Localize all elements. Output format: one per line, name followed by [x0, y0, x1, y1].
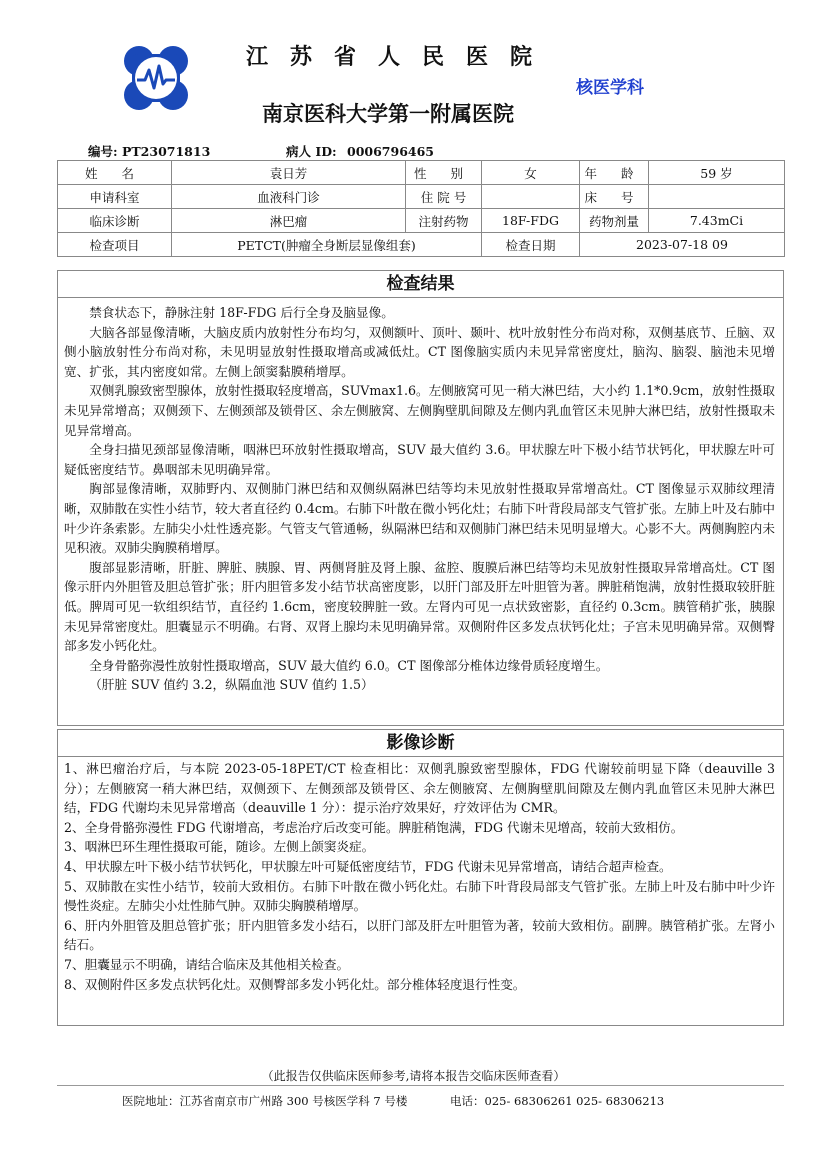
department-name: 核医学科	[576, 78, 644, 98]
report-number-label: 编号:	[88, 144, 118, 159]
diagnosis-text	[58, 757, 783, 1000]
table-row	[58, 161, 785, 185]
dose-value: 7.43mCi	[649, 209, 785, 233]
sex-label: 性 别	[406, 161, 482, 185]
table-row	[58, 209, 785, 233]
diagnosis-item: 2、全身骨骼弥漫性 FDG 代谢增高，考虑治疗后改变可能。脾脏稍饱满，FDG 代谢未见增高，较前大致相仿。	[64, 819, 684, 835]
age-value: 59 岁	[649, 161, 785, 185]
findings-paragraph: 胸部显像清晰，双肺野内、双侧肺门淋巴结和双侧纵隔淋巴结等均未见放射性摄取异常增高灶。CT 图像显示双肺纹理清晰，双肺散在实性小结节，较大者直径约 0.4cm。右肺下叶散在微小钙化灶；右肺下叶背段局部支气管扩张。左肺上叶及右肺中叶少许条索影。左肺尖小灶性透亮影。气管支气管通畅，纵隔淋巴结和双侧肺门淋巴结未见明显增大。心影不大。两侧胸腔内未见积液。双肺尖胸膜稍增厚。	[64, 481, 775, 556]
diagnosis-item: 6、肝内外胆管及胆总管扩张；肝内胆管多发小结石，以肝门部及肝左叶胆管为著，较前大致相仿。副脾。胰管稍扩张。左肾小结石。	[64, 917, 775, 953]
diagnosis-item: 5、双肺散在实性小结节，较前大致相仿。右肺下叶散在微小钙化灶。右肺下叶背段局部支气管扩张。左肺上叶及右肺中叶少许慢性炎症。左肺尖小灶性肺气肿。双肺尖胸膜稍增厚。	[64, 878, 775, 914]
table-row	[58, 233, 785, 257]
findings-paragraph: 腹部显影清晰，肝脏、脾脏、胰腺、胃、两侧肾脏及肾上腺、盆腔、腹膜后淋巴结等均未见放射性摄取异常增高灶。CT 图像示肝内外胆管及胆总管扩张；肝内胆管多发小结节状高密度影，以肝门部及肝左叶胆管为著。脾脏稍饱满，放射性摄取较肝脏低。脾周可见一软组织结节，直径约 1.6cm，密度较脾脏一致。左肾内可见一点状致密影，直径约 0.3cm。胰管稍扩张，胰腺未见异常密度灶。胆囊显示不明确。右肾、双肾上腺均未见明确异常。双侧附件区多发点状钙化灶；子宫未见明确异常。双侧臀部多发小钙化灶。	[64, 559, 775, 654]
sex-value: 女	[482, 161, 580, 185]
findings-paragraph: 禁食状态下，静脉注射 18F-FDG 后行全身及脑显像。	[89, 305, 394, 320]
findings-section	[57, 270, 784, 726]
hospital-name: 江苏省人民医院	[246, 44, 555, 70]
footer-divider	[57, 1085, 784, 1086]
hospital-phone: 电话：025- 68306261 025- 68306213	[450, 1094, 665, 1108]
findings-paragraph: 全身骨骼弥漫性放射性摄取增高，SUV 最大值约 6.0。CT 图像部分椎体边缘骨质轻度增生。	[89, 657, 609, 673]
name-label: 姓 名	[58, 161, 172, 185]
exam-item-label: 检查项目	[58, 233, 172, 257]
clinical-dx-label: 临床诊断	[58, 209, 172, 233]
patient-id	[286, 142, 434, 160]
patient-id-label: 病人 ID:	[286, 144, 337, 159]
patient-info-table	[57, 160, 785, 257]
admission-label: 住 院 号	[406, 185, 482, 209]
exam-date-label: 检查日期	[482, 233, 580, 257]
exam-item-value: PETCT(肿瘤全身断层显像组套)	[172, 233, 482, 257]
findings-text	[58, 298, 783, 701]
findings-title: 检查结果	[58, 271, 783, 298]
bed-value	[649, 185, 785, 209]
dose-label: 药物剂量	[580, 209, 649, 233]
clinical-dx-value: 淋巴瘤	[172, 209, 406, 233]
diagnosis-item: 3、咽淋巴环生理性摄取可能，随诊。左侧上颌窦炎症。	[64, 839, 375, 855]
diagnosis-item: 7、胆囊显示不明确，请结合临床及其他相关检查。	[64, 956, 350, 972]
patient-id-value: 0006796465	[347, 144, 434, 159]
dept-label: 申请科室	[58, 185, 172, 209]
bed-label: 床 号	[580, 185, 649, 209]
findings-paragraph: 全身扫描见颈部显像清晰，咽淋巴环放射性摄取增高，SUV 最大值约 3.6。甲状腺左叶下极小结节状钙化，甲状腺左叶可疑低密度结节。鼻咽部未见明确异常。	[64, 442, 775, 477]
table-row	[58, 185, 785, 209]
report-number-value: PT23071813	[121, 144, 211, 159]
admission-value	[482, 185, 580, 209]
university-name: 南京医科大学第一附属医院	[262, 101, 514, 126]
diagnosis-item: 8、双侧附件区多发点状钙化灶。双侧臀部多发小钙化灶。部分椎体轻度退行性变。	[64, 976, 526, 992]
hospital-logo-icon	[118, 40, 194, 116]
tracer-value: 18F-FDG	[482, 209, 580, 233]
name-value: 袁日芳	[172, 161, 406, 185]
age-label: 年 龄	[580, 161, 649, 185]
footer-note: （此报告仅供临床医师参考,请将本报告交临床医师查看）	[261, 1069, 566, 1083]
exam-date-value: 2023-07-18 09	[580, 233, 785, 257]
dept-value: 血液科门诊	[172, 185, 406, 209]
diagnosis-section	[57, 729, 784, 1026]
diagnosis-item: 1、淋巴瘤治疗后，与本院 2023-05-18PET/CT 检查相比：双侧乳腺致密型腺体，FDG 代谢较前明显下降（deauville 3 分）；左侧腋窝一稍大淋巴结，双侧颈下、左侧颈部及锁骨区、余左侧腋窝、左侧胸壁肌间隙及左侧内乳血管区未见肿大淋巴结，FDG 代谢均未见异常增高（deauville 1 分）：提示治疗效果好，疗效评估为 CMR。	[64, 761, 775, 816]
diagnosis-item: 4、甲状腺左叶下极小结节状钙化，甲状腺左叶可疑低密度结节，FDG 代谢未见异常增高，请结合超声检查。	[64, 858, 672, 874]
diagnosis-title: 影像诊断	[58, 730, 783, 757]
findings-paragraph: 大脑各部显像清晰，大脑皮质内放射性分布均匀，双侧额叶、顶叶、颞叶、枕叶放射性分布尚对称，双侧基底节、丘脑、双侧小脑放射性分布尚对称，未见明显放射性摄取增高或减低灶。CT 图像脑实质内未见异常密度灶，脑沟、脑裂、脑池未见增宽、扩张，其内密度如常。左侧上颌窦黏膜稍增厚。	[64, 324, 775, 379]
tracer-label: 注射药物	[406, 209, 482, 233]
report-number	[88, 142, 210, 160]
findings-paragraph: 双侧乳腺致密型腺体，放射性摄取轻度增高，SUVmax1.6。左侧腋窝可见一稍大淋巴结，大小约 1.1*0.9cm，放射性摄取未见异常增高；双侧颈下、左侧颈部及锁骨区、余左侧腋窝、左侧胸壁肌间隙及左侧内乳血管区未见肿大淋巴结，放射性摄取未见异常增高。	[64, 383, 775, 438]
hospital-address: 医院地址：江苏省南京市广州路 300 号核医学科 7 号楼	[122, 1094, 408, 1108]
findings-paragraph: （肝脏 SUV 值约 3.2，纵隔血池 SUV 值约 1.5）	[89, 677, 374, 693]
